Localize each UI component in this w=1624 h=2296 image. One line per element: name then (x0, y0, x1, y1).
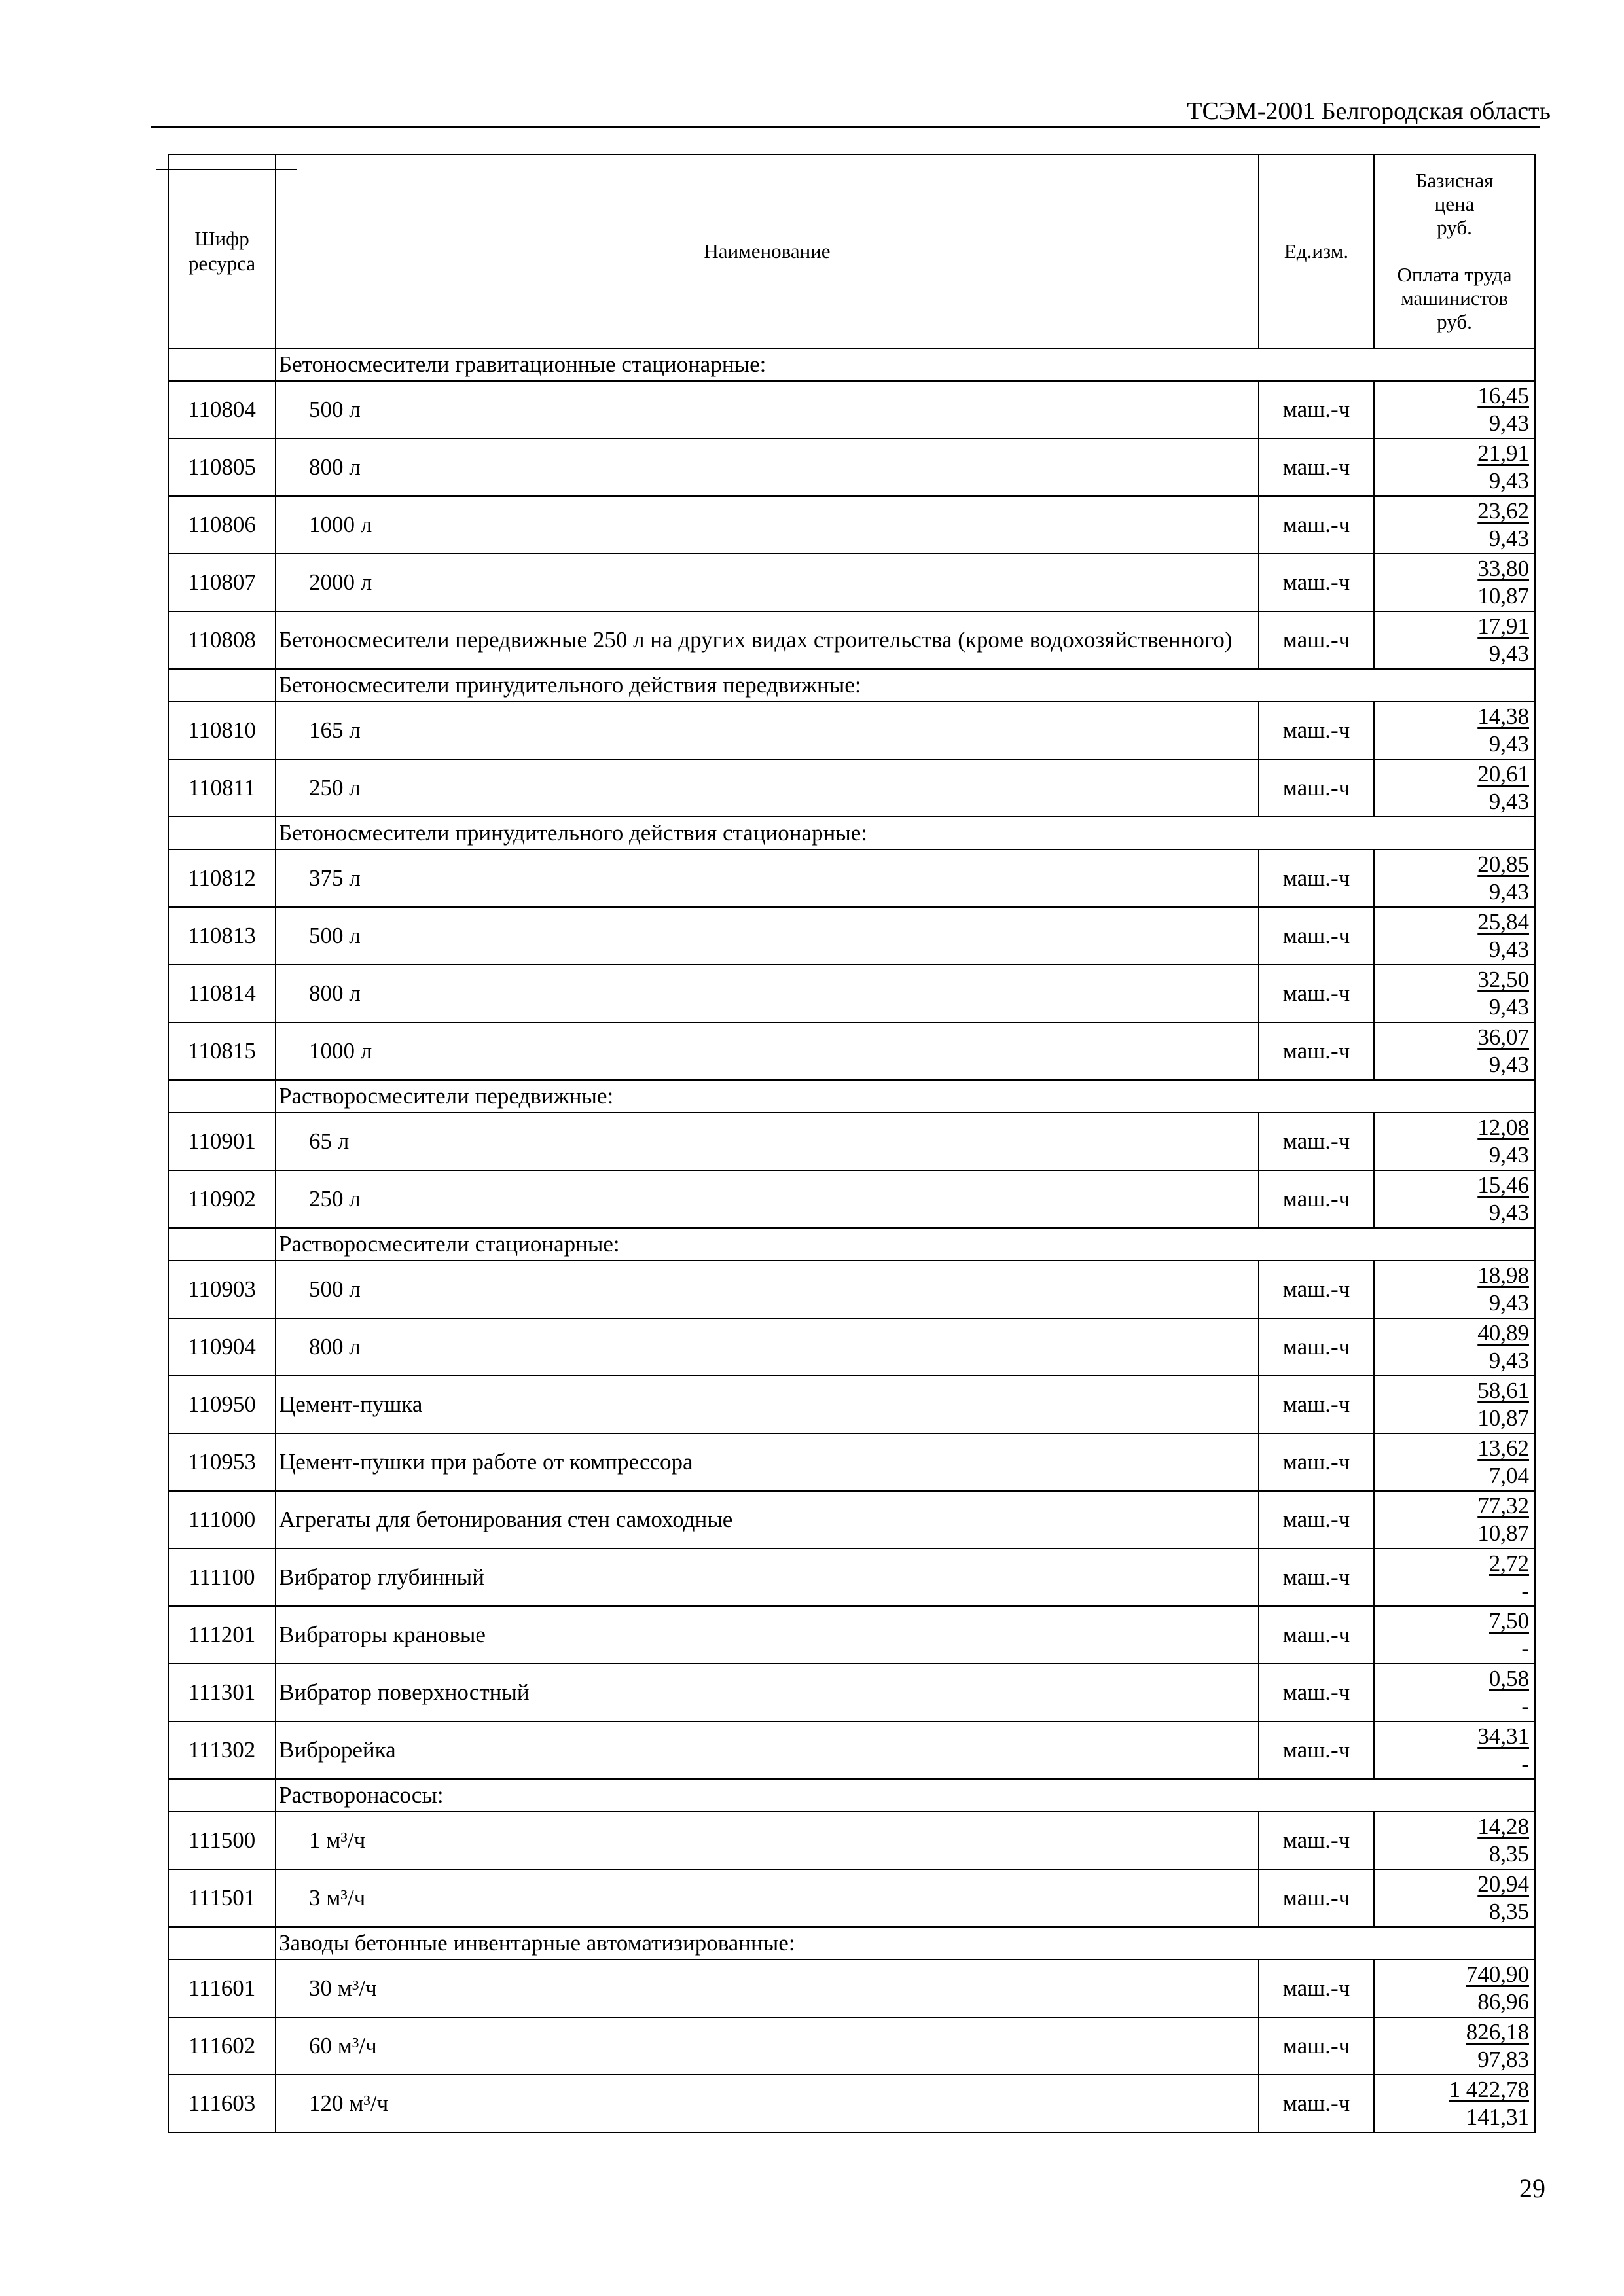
price-cell (1374, 1606, 1535, 1664)
price-cell (1374, 1022, 1535, 1080)
unit-of-measure: маш.-ч (1259, 1261, 1374, 1318)
group-header-row (168, 817, 1535, 850)
resource-code: 110810 (168, 702, 276, 759)
unit-of-measure: маш.-ч (1259, 1664, 1374, 1721)
table-row (168, 965, 1535, 1022)
price-cell (1374, 439, 1535, 496)
table-row (168, 611, 1535, 669)
unit-of-measure: маш.-ч (1259, 381, 1374, 439)
price-cell (1374, 2017, 1535, 2075)
table-row (168, 1022, 1535, 1080)
table-row (168, 1261, 1535, 1318)
group-code-cell (168, 1080, 276, 1113)
page-number: 29 (1519, 2174, 1545, 2203)
resource-code: 110808 (168, 611, 276, 669)
resource-name: Цемент-пушка (276, 1376, 1259, 1433)
table-row (168, 1170, 1535, 1228)
resource-code: 111602 (168, 2017, 276, 2075)
column-header-name: Наименование (276, 154, 1259, 348)
table-row (168, 554, 1535, 611)
group-code-cell (168, 669, 276, 702)
resource-name: 375 л (276, 850, 1259, 907)
operator-wage: 9,43 (1489, 641, 1529, 666)
table-row (168, 759, 1535, 817)
resource-name: 30 м³/ч (276, 1960, 1259, 2017)
resource-name: 1000 л (276, 1022, 1259, 1080)
operator-wage: 10,87 (1477, 583, 1529, 609)
unit-of-measure: маш.-ч (1259, 1812, 1374, 1869)
unit-of-measure: маш.-ч (1259, 496, 1374, 554)
resource-code: 110807 (168, 554, 276, 611)
price-cell (1374, 965, 1535, 1022)
base-price: 16,45 (1477, 383, 1529, 408)
base-price: 12,08 (1477, 1115, 1529, 1140)
price-cell (1374, 1170, 1535, 1228)
group-header-row (168, 1228, 1535, 1261)
resource-price-table (168, 154, 1536, 2133)
price-cell (1374, 1113, 1535, 1170)
unit-of-measure: маш.-ч (1259, 1022, 1374, 1080)
table-row (168, 1433, 1535, 1491)
group-name: Бетоносмесители гравитационные стационарные: (276, 348, 1535, 381)
column-header-unit: Ед.изм. (1259, 154, 1374, 348)
base-price: 36,07 (1477, 1024, 1529, 1050)
table-row (168, 1664, 1535, 1721)
price-cell (1374, 1549, 1535, 1606)
group-name: Бетоносмесители принудительного действия стационарные: (276, 817, 1535, 850)
price-cell (1374, 611, 1535, 669)
table-row (168, 850, 1535, 907)
resource-name: 60 м³/ч (276, 2017, 1259, 2075)
resource-name: 250 л (276, 1170, 1259, 1228)
unit-of-measure: маш.-ч (1259, 1113, 1374, 1170)
table-row (168, 1869, 1535, 1927)
unit-of-measure: маш.-ч (1259, 1170, 1374, 1228)
group-header-row (168, 348, 1535, 381)
unit-of-measure: маш.-ч (1259, 759, 1374, 817)
resource-code: 110815 (168, 1022, 276, 1080)
unit-of-measure: маш.-ч (1259, 1869, 1374, 1927)
table-header-row (168, 154, 1535, 348)
operator-wage: - (1521, 1751, 1529, 1776)
resource-name: 3 м³/ч (276, 1869, 1259, 1927)
group-code-cell (168, 817, 276, 850)
resource-name: 120 м³/ч (276, 2075, 1259, 2132)
table-row (168, 2017, 1535, 2075)
group-header-row (168, 1080, 1535, 1113)
unit-of-measure: маш.-ч (1259, 1549, 1374, 1606)
base-price: 40,89 (1477, 1320, 1529, 1346)
operator-wage: 9,43 (1489, 468, 1529, 493)
operator-wage: 9,43 (1489, 1348, 1529, 1373)
price-cell (1374, 850, 1535, 907)
price-cell (1374, 1960, 1535, 2017)
resource-name: 500 л (276, 907, 1259, 965)
operator-wage: - (1521, 1636, 1529, 1661)
resource-code: 110812 (168, 850, 276, 907)
resource-name: 1 м³/ч (276, 1812, 1259, 1869)
resource-code: 111000 (168, 1491, 276, 1549)
group-code-cell (168, 1228, 276, 1261)
base-price: 58,61 (1477, 1378, 1529, 1403)
header-divider (151, 126, 1540, 128)
price-cell (1374, 1318, 1535, 1376)
base-price: 23,62 (1477, 498, 1529, 524)
resource-code: 111603 (168, 2075, 276, 2132)
unit-of-measure: маш.-ч (1259, 2075, 1374, 2132)
resource-code: 110811 (168, 759, 276, 817)
unit-of-measure: маш.-ч (1259, 702, 1374, 759)
resource-name: 250 л (276, 759, 1259, 817)
base-price: 77,32 (1477, 1493, 1529, 1518)
resource-code: 110805 (168, 439, 276, 496)
unit-of-measure: маш.-ч (1259, 554, 1374, 611)
group-code-cell (168, 1927, 276, 1960)
operator-wage: 9,43 (1489, 731, 1529, 757)
unit-of-measure: маш.-ч (1259, 1433, 1374, 1491)
group-code-cell (168, 1779, 276, 1812)
operator-wage: - (1521, 1693, 1529, 1719)
unit-of-measure: маш.-ч (1259, 1960, 1374, 2017)
base-price: 20,85 (1477, 852, 1529, 877)
base-price: 25,84 (1477, 909, 1529, 935)
group-name: Заводы бетонные инвентарные автоматизированные: (276, 1927, 1535, 1960)
operator-wage: 7,04 (1489, 1463, 1529, 1488)
group-header-row (168, 1779, 1535, 1812)
base-price: 21,91 (1477, 440, 1529, 466)
unit-of-measure: маш.-ч (1259, 1318, 1374, 1376)
group-name: Растворосмесители передвижные: (276, 1080, 1535, 1113)
operator-wage: 97,83 (1477, 2047, 1529, 2072)
resource-name: 800 л (276, 1318, 1259, 1376)
unit-of-measure: маш.-ч (1259, 2017, 1374, 2075)
table-row (168, 1113, 1535, 1170)
operator-wage: 86,96 (1477, 1989, 1529, 2015)
column-header-code: Шифр ресурса (168, 154, 276, 348)
group-name: Растворонасосы: (276, 1779, 1535, 1812)
price-cell (1374, 907, 1535, 965)
price-cell (1374, 1491, 1535, 1549)
operator-wage: 9,43 (1489, 526, 1529, 551)
resource-name: Виброрейка (276, 1721, 1259, 1779)
table-row (168, 1960, 1535, 2017)
column-header-price: Базисная цена руб. Оплата труда машинистов руб. (1374, 154, 1535, 348)
resource-name: 500 л (276, 381, 1259, 439)
resource-code: 110804 (168, 381, 276, 439)
price-cell (1374, 496, 1535, 554)
resource-name: Вибраторы крановые (276, 1606, 1259, 1664)
table-row (168, 496, 1535, 554)
operator-wage: 9,43 (1489, 1142, 1529, 1168)
base-price: 0,58 (1489, 1666, 1529, 1691)
resource-code: 111302 (168, 1721, 276, 1779)
unit-of-measure: маш.-ч (1259, 1606, 1374, 1664)
table-body (168, 348, 1535, 2132)
operator-wage: 8,35 (1489, 1899, 1529, 1924)
resource-name: 800 л (276, 965, 1259, 1022)
price-cell (1374, 1433, 1535, 1491)
base-price: 13,62 (1477, 1435, 1529, 1461)
base-price: 14,38 (1477, 704, 1529, 729)
resource-name: 2000 л (276, 554, 1259, 611)
resource-code: 110953 (168, 1433, 276, 1491)
table-row (168, 1606, 1535, 1664)
base-price: 33,80 (1477, 556, 1529, 581)
base-price: 20,94 (1477, 1871, 1529, 1897)
operator-wage: 9,43 (1489, 410, 1529, 436)
price-cell (1374, 1869, 1535, 1927)
price-cell (1374, 381, 1535, 439)
operator-wage: 9,43 (1489, 1290, 1529, 1316)
resource-code: 111201 (168, 1606, 276, 1664)
unit-of-measure: маш.-ч (1259, 1491, 1374, 1549)
operator-wage: 9,43 (1489, 1200, 1529, 1225)
table-row (168, 1721, 1535, 1779)
resource-name: Цемент-пушки при работе от компрессора (276, 1433, 1259, 1491)
resource-code: 110902 (168, 1170, 276, 1228)
table-row (168, 439, 1535, 496)
price-cell (1374, 1664, 1535, 1721)
resource-code: 110903 (168, 1261, 276, 1318)
resource-code: 111100 (168, 1549, 276, 1606)
operator-wage: 9,43 (1489, 937, 1529, 962)
group-name: Бетоносмесители принудительного действия передвижные: (276, 669, 1535, 702)
operator-wage: 9,43 (1489, 994, 1529, 1020)
resource-code: 110904 (168, 1318, 276, 1376)
unit-of-measure: маш.-ч (1259, 850, 1374, 907)
resource-code: 110901 (168, 1113, 276, 1170)
resource-name: 1000 л (276, 496, 1259, 554)
resource-name: Бетоносмесители передвижные 250 л на других видах строительства (кроме водохозяйственного) (276, 611, 1259, 669)
resource-name: Вибратор глубинный (276, 1549, 1259, 1606)
price-cell (1374, 1376, 1535, 1433)
base-price: 7,50 (1489, 1608, 1529, 1634)
resource-name: 500 л (276, 1261, 1259, 1318)
resource-name: 800 л (276, 439, 1259, 496)
resource-code: 110806 (168, 496, 276, 554)
operator-wage: 8,35 (1489, 1841, 1529, 1867)
unit-of-measure: маш.-ч (1259, 907, 1374, 965)
price-cell (1374, 554, 1535, 611)
table-row (168, 1318, 1535, 1376)
resource-name: 165 л (276, 702, 1259, 759)
resource-code: 110950 (168, 1376, 276, 1433)
base-price: 18,98 (1477, 1263, 1529, 1288)
price-cell (1374, 702, 1535, 759)
unit-of-measure: маш.-ч (1259, 611, 1374, 669)
table-row (168, 702, 1535, 759)
base-price: 826,18 (1466, 2019, 1529, 2045)
operator-wage: 10,87 (1477, 1405, 1529, 1431)
unit-of-measure: маш.-ч (1259, 439, 1374, 496)
base-price: 32,50 (1477, 967, 1529, 992)
base-price: 740,90 (1466, 1962, 1529, 1987)
base-price: 1 422,78 (1449, 2077, 1529, 2102)
table-row (168, 1812, 1535, 1869)
base-price: 2,72 (1489, 1551, 1529, 1576)
operator-wage: 9,43 (1489, 789, 1529, 814)
group-header-row (168, 1927, 1535, 1960)
unit-of-measure: маш.-ч (1259, 1721, 1374, 1779)
resource-name: Агрегаты для бетонирования стен самоходные (276, 1491, 1259, 1549)
resource-name: Вибратор поверхностный (276, 1664, 1259, 1721)
unit-of-measure: маш.-ч (1259, 965, 1374, 1022)
price-cell (1374, 2075, 1535, 2132)
document-header-title: ТСЭМ-2001 Белгородская область (1187, 98, 1551, 125)
resource-code: 111601 (168, 1960, 276, 2017)
base-price: 20,61 (1477, 761, 1529, 787)
resource-code: 111301 (168, 1664, 276, 1721)
price-cell (1374, 759, 1535, 817)
operator-wage: 9,43 (1489, 879, 1529, 905)
base-price: 15,46 (1477, 1172, 1529, 1198)
table-row (168, 2075, 1535, 2132)
operator-wage: - (1521, 1578, 1529, 1604)
resource-name: 65 л (276, 1113, 1259, 1170)
unit-of-measure: маш.-ч (1259, 1376, 1374, 1433)
operator-wage: 10,87 (1477, 1520, 1529, 1546)
price-cell (1374, 1812, 1535, 1869)
group-code-cell (168, 348, 276, 381)
resource-code: 111500 (168, 1812, 276, 1869)
group-header-row (168, 669, 1535, 702)
table-row (168, 1376, 1535, 1433)
price-cell (1374, 1261, 1535, 1318)
table-row (168, 1549, 1535, 1606)
operator-wage: 9,43 (1489, 1052, 1529, 1077)
table-row (168, 381, 1535, 439)
table-row (168, 907, 1535, 965)
group-name: Растворосмесители стационарные: (276, 1228, 1535, 1261)
operator-wage: 141,31 (1466, 2104, 1529, 2130)
resource-code: 111501 (168, 1869, 276, 1927)
price-cell (1374, 1721, 1535, 1779)
base-price: 17,91 (1477, 613, 1529, 639)
resource-code: 110813 (168, 907, 276, 965)
table-row (168, 1491, 1535, 1549)
base-price: 14,28 (1477, 1814, 1529, 1839)
resource-code: 110814 (168, 965, 276, 1022)
base-price: 34,31 (1477, 1723, 1529, 1749)
